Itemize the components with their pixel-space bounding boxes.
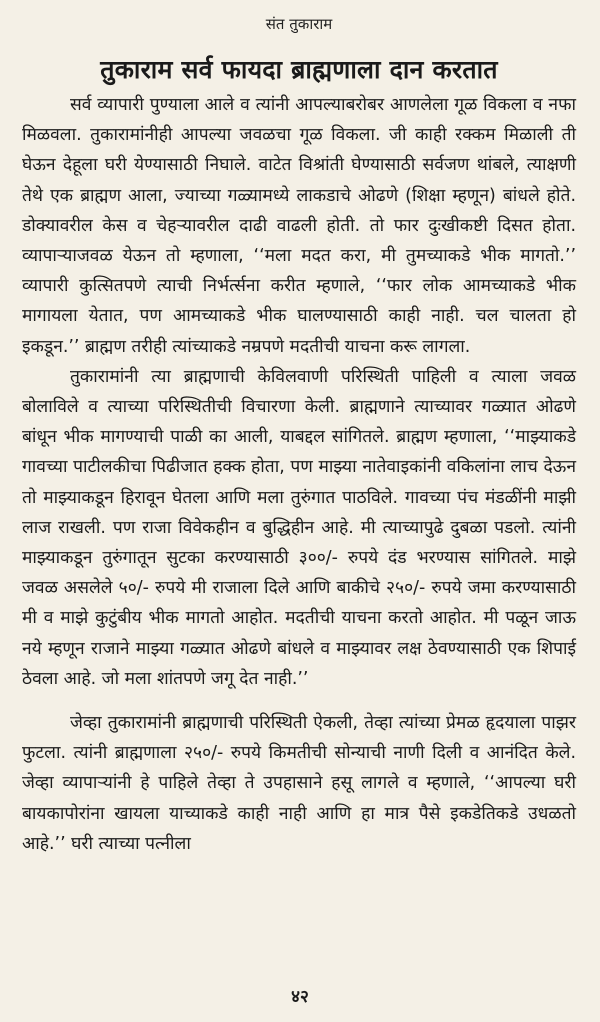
running-header: संत तुकाराम	[265, 15, 333, 33]
chapter-title: तुकाराम सर्व फायदा ब्राह्मणाला दान करतात	[100, 55, 498, 84]
paragraph: जेव्हा तुकारामांनी ब्राह्मणाची परिस्थिती ऐकली, तेव्हा त्यांच्या प्रेमळ हृदयाला पाझर फुटला. त्यांनी ब्राह्मणाला २५०/- रुपये किमतीची सोन्याची नाणी दिली व आनंदित केले. जेव्हा व्यापाऱ्यांनी हे पाहिले तेव्हा ते उपहासाने हसू लागले व म्हणाले, ‘‘आपल्या घरी बायकापोरांना खायला याच्याकडे काही नाही आणि हा मात्र पैसे इकडेतिकडे उधळतो आहे.’’ घरी त्याच्या पत्नीला	[22, 713, 576, 854]
page-number: ४२	[291, 987, 309, 1007]
paragraph: तुकारामांनी त्या ब्राह्मणाची केविलवाणी परिस्थिती पाहिली व त्याला जवळ बोलाविले व त्याच्या परिस्थितीची विचारणा केली. ब्राह्मणाने त्याच्यावर गळ्यात ओढणे बांधून भीक मागण्याची पाळी का आली, याबद्दल सांगितले. ब्राह्मण म्हणाला, ‘‘माझ्याकडे गावच्या पाटीलकीचा पिढीजात हक्क होता, पण माझ्या नातेवाइकांनी वकिलांना लाच देऊन तो माझ्याकडून हिरावून घेतला आणि मला तुरुंगात पाठविले. गावच्या पंच मंडळींनी माझी लाज राखली. पण राजा विवेकहीन व बुद्धिहीन आहे. मी त्याच्यापुढे दुबळा पडलो. त्यांनी माझ्याकडून तुरुंगातून सुटका करण्यासाठी ३००/- रुपये दंड भरण्यास सांगितले. माझे जवळ असलेले ५०/- रुपये मी राजाला दिले आणि बाकीचे २५०/- रुपये जमा करण्यासाठी मी व माझे कुटुंबीय भीक मागतो आहोत. मदतीची याचना करतो आहोत. मी पळून जाऊ नये म्हणून राजाने माझ्या गळ्यात ओढणे बांधले व माझ्यावर लक्ष ठेवण्यासाठी एक शिपाई ठेवला आहे. जो मला शांतपणे जगू देत नाही.’’	[22, 366, 576, 689]
body-text	[22, 90, 576, 859]
paragraph: सर्व व्यापारी पुण्याला आले व त्यांनी आपल्याबरोबर आणलेला गूळ विकला व नफा मिळवला. तुकारामांनीही आपल्या जवळचा गूळ विकला. जी काही रक्कम मिळाली ती घेऊन देहूला घरी येण्यासाठी निघाले. वाटेत विश्रांती घेण्यासाठी सर्वजण थांबले, त्याक्षणी तेथे एक ब्राह्मण आला, ज्याच्या गळ्यामध्ये लाकडाचे ओढणे (शिक्षा म्हणून) बांधले होते. डोक्यावरील केस व चेहऱ्यावरील दाढी वाढली होती. तो फार दुःखीकष्टी दिसत होता. व्यापाऱ्याजवळ येऊन तो म्हणाला, ‘‘मला मदत करा, मी तुमच्याकडे भीक मागतो.’’ व्यापारी कुत्सितपणे त्याची निर्भर्त्सना करीत म्हणाले, ‘‘फार लोक आमच्याकडे भीक मागायला येतात, पण आमच्याकडे भीक घालण्यासाठी काही नाही. चल चालता हो इकडून.’’ ब्राह्मण तरीही त्यांच्याकडे नम्रपणे मदतीची याचना करू लागला.	[22, 95, 576, 357]
